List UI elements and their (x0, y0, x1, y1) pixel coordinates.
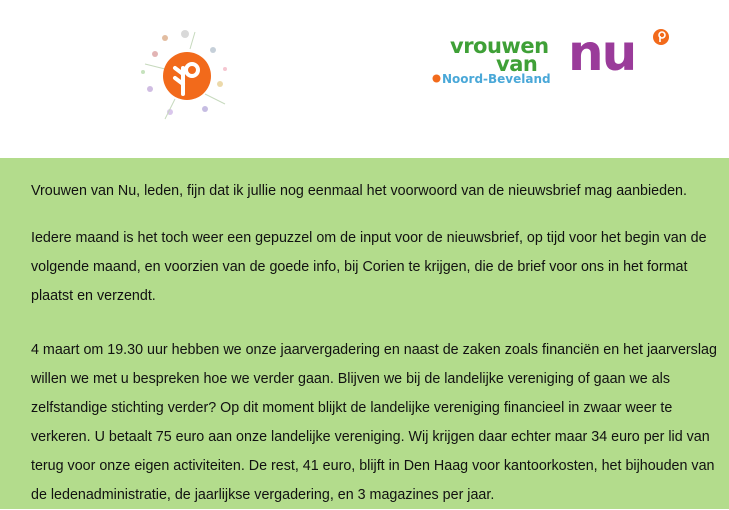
logo-text-noord-beveland: Noord-Beveland (442, 72, 551, 86)
logo-text-van: van (496, 52, 538, 76)
vrouwen-van-nu-noord-beveland-logo (430, 26, 680, 96)
paragraph: 4 maart om 19.30 uur hebben we onze jaarvergadering en naast de zaken zoals financiën en het jaarverslag willen we met u bespreken hoe we verder gaan. Blijven we bij de landelijke vereniging of gaan we als zelfstandige stichting verder? Op dit moment blijkt de landelijke vereniging financieel in zwaar weer te verkeren. U betaalt 75 euro aan onze landelijke vereniging. Wij krijgen daar echter maar 34 euro per lid van terug voor onze eigen activiteiten. De rest, 41 euro, blijft in Den Haag voor kantoorkosten, het bijhouden van de ledenadministratie, de jaarlijkse vergadering, en 3 magazines per jaar. (31, 342, 717, 503)
flower-logo-icon (135, 24, 235, 124)
paragraph: Vrouwen van Nu, leden, fijn dat ik jullie nog eenmaal het voorwoord van de nieuwsbrief mag aanbieden. (31, 183, 687, 199)
newsletter-header (0, 0, 729, 158)
logo-text-vrouwen: vrouwen (450, 34, 549, 58)
small-emblem-icon (432, 74, 441, 83)
paragraph: Iedere maand is het toch weer een gepuzzel om de input voor de nieuwsbrief, op tijd voor het begin van de volgende maand, en voorzien van de goede info, bij Corien te krijgen, die de brief voor ons in het format plaatst en verzendt. (31, 230, 707, 304)
foreword-text (31, 177, 721, 510)
foreword-section (0, 158, 729, 509)
nu-emblem-icon (652, 28, 670, 46)
logo-text-nu: nu (568, 24, 636, 82)
